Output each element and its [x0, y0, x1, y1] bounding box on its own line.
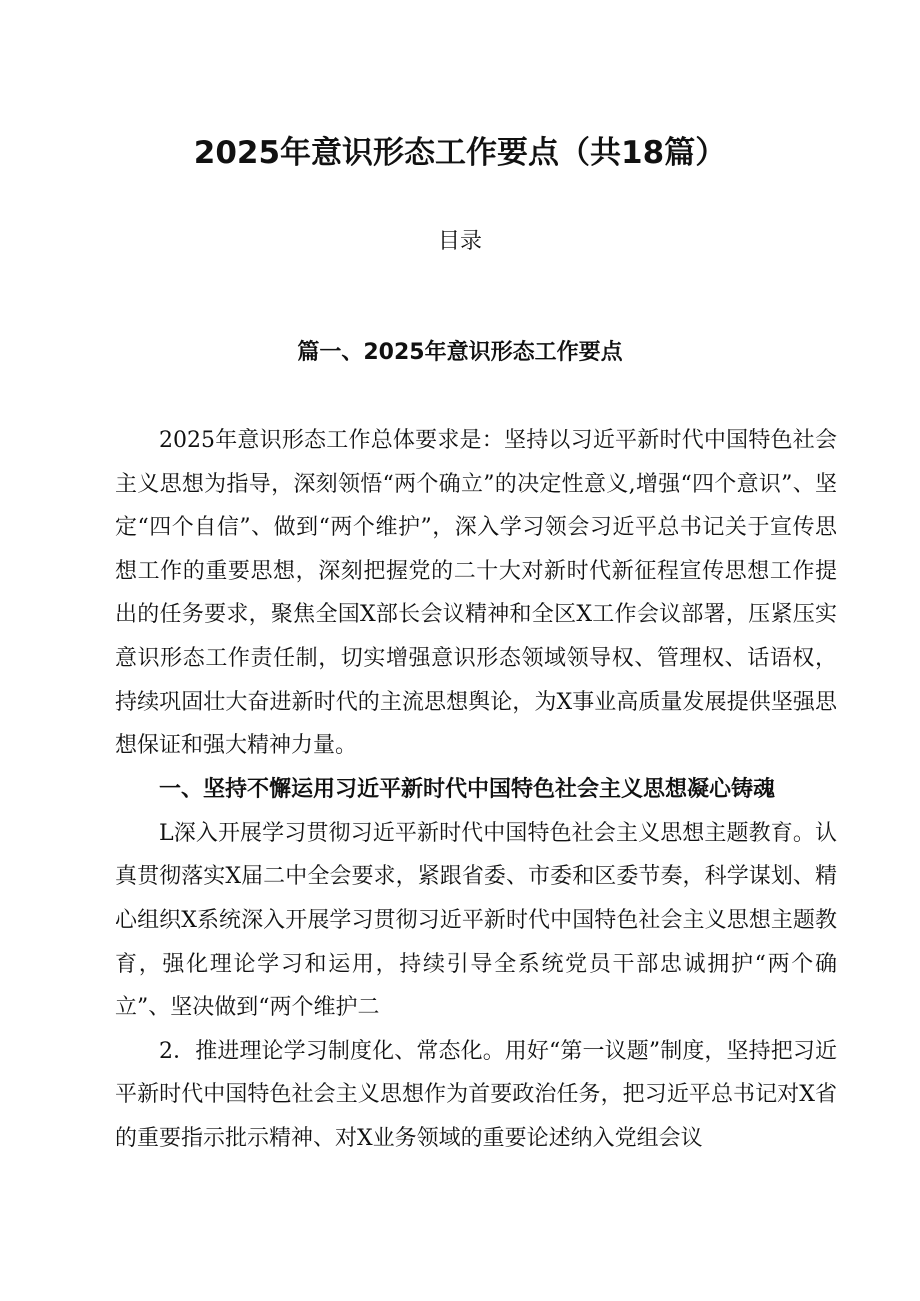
part-heading: 篇一、2025年意识形态工作要点 — [297, 340, 623, 365]
paragraph-overall-requirements: 2025年意识形态工作总体要求是：坚持以习近平新时代中国特色社会主义思想为指导，深刻领悟“两个确立”的决定性意义,增强“四个意识”、坚定“四个自信”、做到“两个维护”，深入学习领会习近平总书记关于宣传思想工作的重要思想，深刻把握党的二十大对新时代新征程宣传思想工作提出的任务要求，聚焦全国X部长会议精神和全区X工作会议部署，压紧压实意识形态工作责任制，切实增强意识形态领域领导权、管理权、话语权，持续巩固壮大奋进新时代的主流思想舆论，为X事业高质量发展提供坚强思想保证和强大精神力量。 — [115, 428, 837, 759]
document-title: 2025年意识形态工作要点（共18篇） — [193, 135, 727, 171]
document-body — [115, 419, 837, 1161]
toc-heading: 目录 — [437, 229, 482, 254]
section-heading-1: 一、坚持不懈运用习近平新时代中国特色社会主义思想凝心铸魂 — [159, 776, 776, 802]
paragraph-item-1: L深入开展学习贯彻习近平新时代中国特色社会主义思想主题教育。认真贯彻落实X届二中全会要求，紧跟省委、市委和区委节奏，科学谋划、精心组织X系统深入开展学习贯彻习近平新时代中国特色社会主义思想主题教育，强化理论学习和运用，持续引导全系统党员干部忠诚拥护“两个确立”、坚决做到“两个维护二 — [115, 820, 837, 1021]
paragraph-item-2: 2．推进理论学习制度化、常态化。用好“第一议题”制度，坚持把习近平新时代中国特色社会主义思想作为首要政治任务，把习近平总书记对X省的重要指示批示精神、对X业务领域的重要论述纳入党组会议 — [115, 1038, 837, 1151]
